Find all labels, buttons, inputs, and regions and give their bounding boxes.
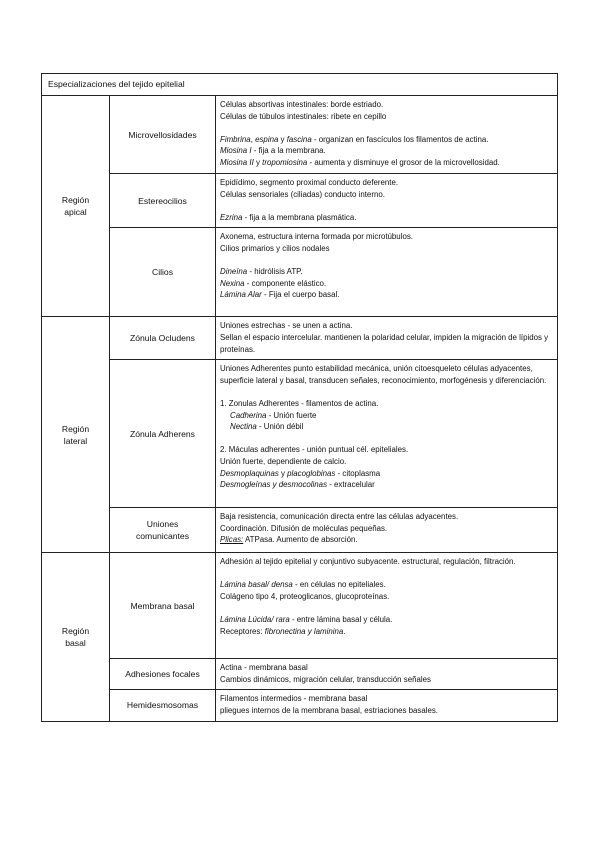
- sub-microvellosidades: Microvellosidades: [110, 96, 216, 174]
- desc-uniones-comunicantes: Baja resistencia, comunicación directa entre las células adyacentes. Coordinación. Difusión de moléculas pequeñas. Plicas: ATPasa. Aumento de absorción.: [216, 508, 558, 553]
- desc-zonula-ocludens: Uniones estrechas - se unen a actina. Sellan el espacio intercelular. mantienen la polaridad celular, impiden la migración de lípidos y proteínas.: [216, 317, 558, 360]
- sub-estereocilios: Estereocilios: [110, 174, 216, 228]
- table-row: [42, 228, 558, 317]
- sub-membrana-basal: Membrana basal: [110, 553, 216, 659]
- sub-adhesiones-focales: Adhesiones focales: [110, 659, 216, 690]
- region-lateral: Región lateral: [42, 317, 110, 553]
- sub-zonula-ocludens: Zónula Ocludens: [110, 317, 216, 360]
- table-row: [42, 553, 558, 659]
- table-row: [42, 96, 558, 174]
- desc-cilios: Axonema, estructura interna formada por microtúbulos. Cilios primarios y cilios nodales Dineína - hidrólisis ATP. Nexina - componente elástico. Lámina Alar - Fija el cuerpo basal.: [216, 228, 558, 317]
- sub-uniones-comunicantes: Uniones comunicantes: [110, 508, 216, 553]
- table-header-row: [42, 74, 558, 96]
- desc-zonula-adherens: Uniones Adherentes punto estabilidad mecánica, unión citoesqueleto células adyacentes, superficie lateral y basal, transducen señales, reconocimiento, morfogénesis y diferenciación. 1. Zonulas Adherentes - filamentos de actina. Cadherina - Unión fuerte Nectina - Unión débil 2. Máculas adherentes - unión puntual cél. epiteliales. Unión fuerte, dependiente de calcio. Desmoplaquinas y placoglobinas - citoplasma Desmogleínas y desmocolinas - extracelular: [216, 360, 558, 508]
- table-row: [42, 174, 558, 228]
- region-basal: Región basal: [42, 553, 110, 721]
- table-title: Especializaciones del tejido epitelial: [42, 74, 558, 96]
- table-row: [42, 659, 558, 690]
- desc-membrana-basal: Adhesión al tejido epitelial y conjuntivo subyacente. estructural, regulación, filtración. Lámina basal/ densa - en células no epiteliales. Colágeno tipo 4, proteoglicanos, glucoproteínas. Lámina Lúcida/ rara - entre lámina basal y célula. Receptores: fibronectina y laminina.: [216, 553, 558, 659]
- sub-zonula-adherens: Zónula Adherens: [110, 360, 216, 508]
- desc-hemidesmosomas: Filamentos intermedios - membrana basal pliegues internos de la membrana basal, estriaciones basales.: [216, 690, 558, 721]
- sub-cilios: Cilios: [110, 228, 216, 317]
- sub-hemidesmosomas: Hemidesmosomas: [110, 690, 216, 721]
- table-row: [42, 360, 558, 508]
- table-row: [42, 690, 558, 721]
- desc-estereocilios: Epidídimo, segmento proximal conducto deferente. Células sensoriales (ciliadas) conducto interno. Ezrina - fija a la membrana plasmática.: [216, 174, 558, 228]
- desc-adhesiones-focales: Actina - membrana basal Cambios dinámicos, migración celular, transducción señales: [216, 659, 558, 690]
- epithelial-specializations-table: [41, 73, 558, 722]
- table-row: [42, 317, 558, 360]
- region-apical: Región apical: [42, 96, 110, 317]
- desc-microvellosidades: Células absortivas intestinales: borde estriado. Células de túbulos intestinales: ribete en cepillo Fimbrina, espina y fascina - organizan en fascículos los filamentos de actina. Miosina I - fija a la membrana. Miosina II y tropomiosina - aumenta y disminuye el grosor de la microvellosidad.: [216, 96, 558, 174]
- table-row: [42, 508, 558, 553]
